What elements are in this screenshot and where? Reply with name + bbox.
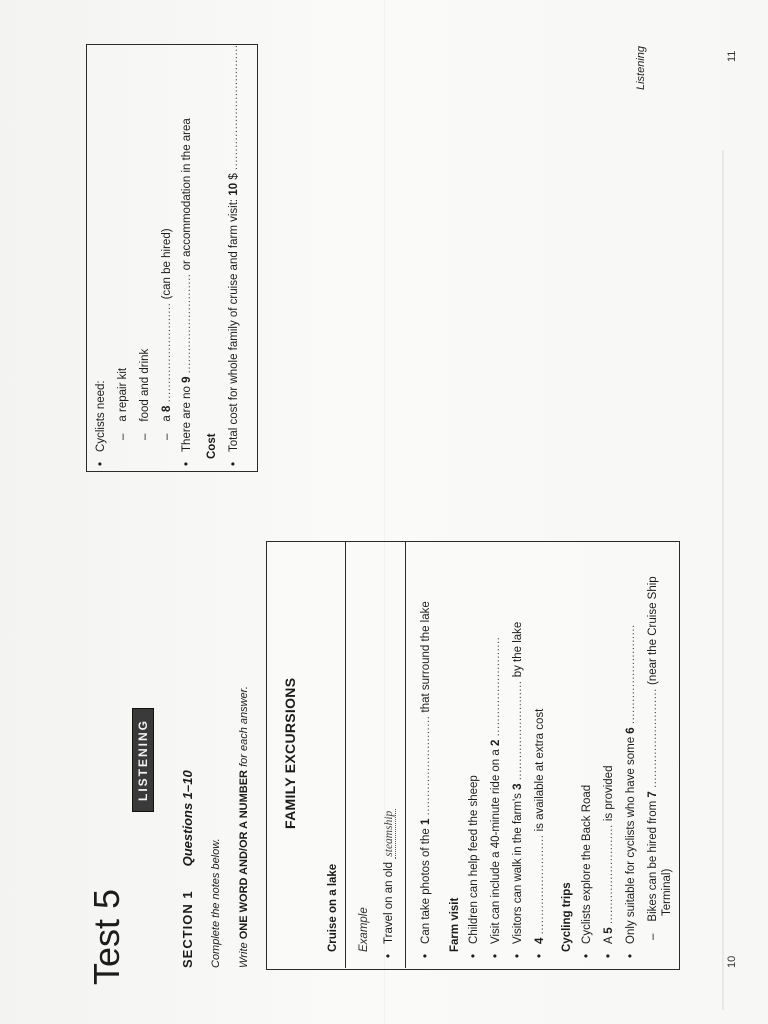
question-2: • Visit can include a 40-minute ride on a 2 ........................... bbox=[490, 637, 502, 958]
question-10: • Total cost for whole family of cruise and farm visit: 10 $ .................................. bbox=[228, 44, 240, 466]
answer-blank-6[interactable]: ........................... bbox=[625, 624, 637, 725]
question-8: – a 8 ........................... (can be hired) bbox=[161, 228, 173, 440]
page-number-right: 11 bbox=[726, 50, 738, 62]
example-answer: steamship bbox=[383, 810, 395, 857]
scan-gutter-shadow bbox=[722, 150, 724, 1010]
question-5: • A 5 ........................... is provided bbox=[603, 766, 615, 958]
page-number-left: 10 bbox=[726, 955, 738, 968]
farm-item-1: • Children can help feed the sheep bbox=[468, 775, 480, 958]
answer-blank-9[interactable]: ........................... bbox=[181, 273, 193, 374]
page-fold-line bbox=[384, 0, 385, 1024]
running-head: Listening bbox=[635, 45, 647, 90]
question-7-continued: Terminal) bbox=[661, 868, 673, 916]
cruise-heading: Cruise on a lake bbox=[327, 863, 339, 952]
test-title: Test 5 bbox=[86, 888, 127, 985]
question-9: • There are no 9 ........................... or accommodation in the area bbox=[181, 118, 193, 466]
section-questions: Questions 1–10 bbox=[180, 770, 195, 867]
question-4: • 4 ........................... is available at extra cost bbox=[534, 709, 546, 958]
cycling-heading: Cycling trips bbox=[561, 882, 573, 952]
answer-blank-1[interactable]: ........................... bbox=[420, 715, 432, 816]
question-3: • Visitors can walk in the farm's 3 ........................... by the lake bbox=[512, 622, 524, 958]
answer-blank-2[interactable]: ........................... bbox=[490, 636, 502, 737]
listening-badge: LISTENING bbox=[132, 708, 154, 812]
notes-title: FAMILY EXCURSIONS bbox=[282, 677, 298, 829]
farm-heading: Farm visit bbox=[449, 897, 461, 952]
answer-blank-7[interactable]: ........................... bbox=[647, 688, 659, 788]
example-label: Example bbox=[358, 907, 370, 952]
section-heading bbox=[180, 770, 195, 968]
answer-blank-5[interactable]: ........................... bbox=[603, 824, 615, 925]
question-6: • Only suitable for cyclists who have some 6 ........................... bbox=[625, 624, 637, 958]
instruction-complete: Complete the notes below. bbox=[210, 838, 222, 968]
cycling-item-1: • Cyclists explore the Back Road bbox=[581, 785, 593, 958]
instruction-write: Write ONE WORD AND/OR A NUMBER for each answer. bbox=[238, 686, 250, 968]
need-item-1: – a repair kit bbox=[117, 368, 129, 440]
answer-blank-4[interactable]: ........................... bbox=[534, 834, 546, 935]
cyclists-need-heading: • Cyclists need: bbox=[95, 380, 107, 466]
title-divider bbox=[345, 541, 346, 968]
answer-blank-3[interactable]: ........................... bbox=[512, 680, 524, 781]
cost-heading: Cost bbox=[206, 433, 218, 459]
answer-blank-10[interactable]: .................................. bbox=[228, 44, 240, 171]
example-line: • Travel on an old steamship bbox=[383, 809, 395, 958]
example-divider bbox=[405, 541, 406, 968]
answer-blank-8[interactable]: ........................... bbox=[161, 302, 173, 403]
question-7: – Bikes can be hired from 7 ........................... (near the Cruise Ship bbox=[647, 576, 659, 940]
question-1: • Can take photos of the 1 ........................... that surround the lake bbox=[420, 601, 432, 958]
section-label: SECTION 1 bbox=[180, 890, 195, 968]
need-item-2: – food and drink bbox=[139, 349, 151, 440]
